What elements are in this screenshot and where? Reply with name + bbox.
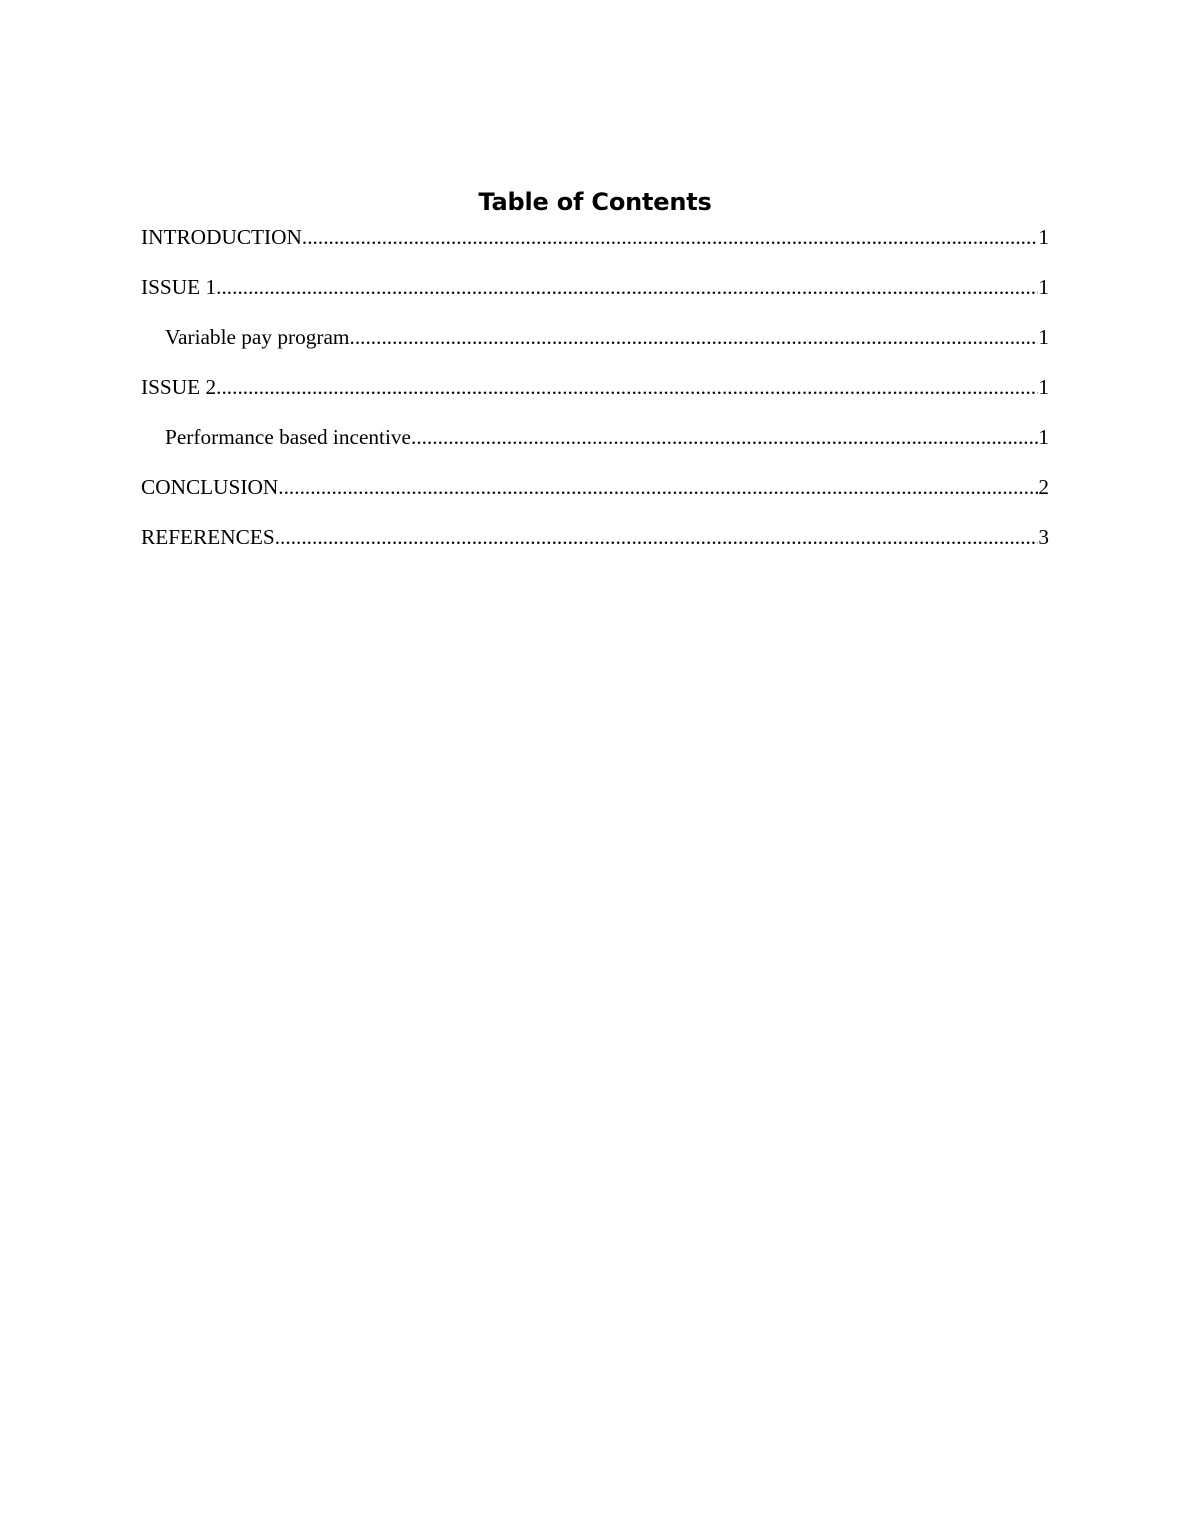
toc-dot-leader [278, 472, 1038, 502]
toc-dot-leader [216, 372, 1038, 402]
toc-entry-issue-2[interactable] [141, 372, 1049, 422]
toc-entry-variable-pay-program[interactable] [141, 322, 1049, 372]
toc-entry-references[interactable] [141, 522, 1049, 572]
toc-page-number: 1 [1038, 225, 1049, 249]
toc-entry-label: ISSUE 1 [141, 275, 217, 299]
toc-title: Table of Contents [478, 188, 712, 216]
toc-dot-leader [275, 522, 1039, 552]
toc-page-number: 2 [1038, 475, 1049, 499]
toc-dot-leader [411, 422, 1038, 452]
toc-page-number: 1 [1038, 375, 1049, 399]
toc-entry-conclusion[interactable] [141, 472, 1049, 522]
toc-entry-issue-1[interactable] [141, 272, 1049, 322]
toc-dot-leader [216, 272, 1038, 302]
toc-page-number: 1 [1038, 325, 1049, 349]
toc-entry-label: ISSUE 2 [141, 375, 217, 399]
toc-entry-introduction[interactable] [141, 222, 1049, 272]
toc-page-number: 3 [1038, 525, 1049, 549]
toc-entry-label: REFERENCES [141, 525, 275, 549]
toc-dot-leader [302, 222, 1038, 252]
toc-entry-label: INTRODUCTION [141, 225, 302, 249]
toc-dot-leader [350, 322, 1039, 352]
toc-entry-label: CONCLUSION [141, 475, 279, 499]
toc-entry-label: Performance based incentive [165, 425, 411, 449]
toc-entry-performance-based-incentive[interactable] [141, 422, 1049, 472]
toc-entry-label: Variable pay program [165, 325, 350, 349]
toc-list [141, 222, 1049, 572]
toc-page-number: 1 [1038, 275, 1049, 299]
toc-page-number: 1 [1038, 425, 1049, 449]
